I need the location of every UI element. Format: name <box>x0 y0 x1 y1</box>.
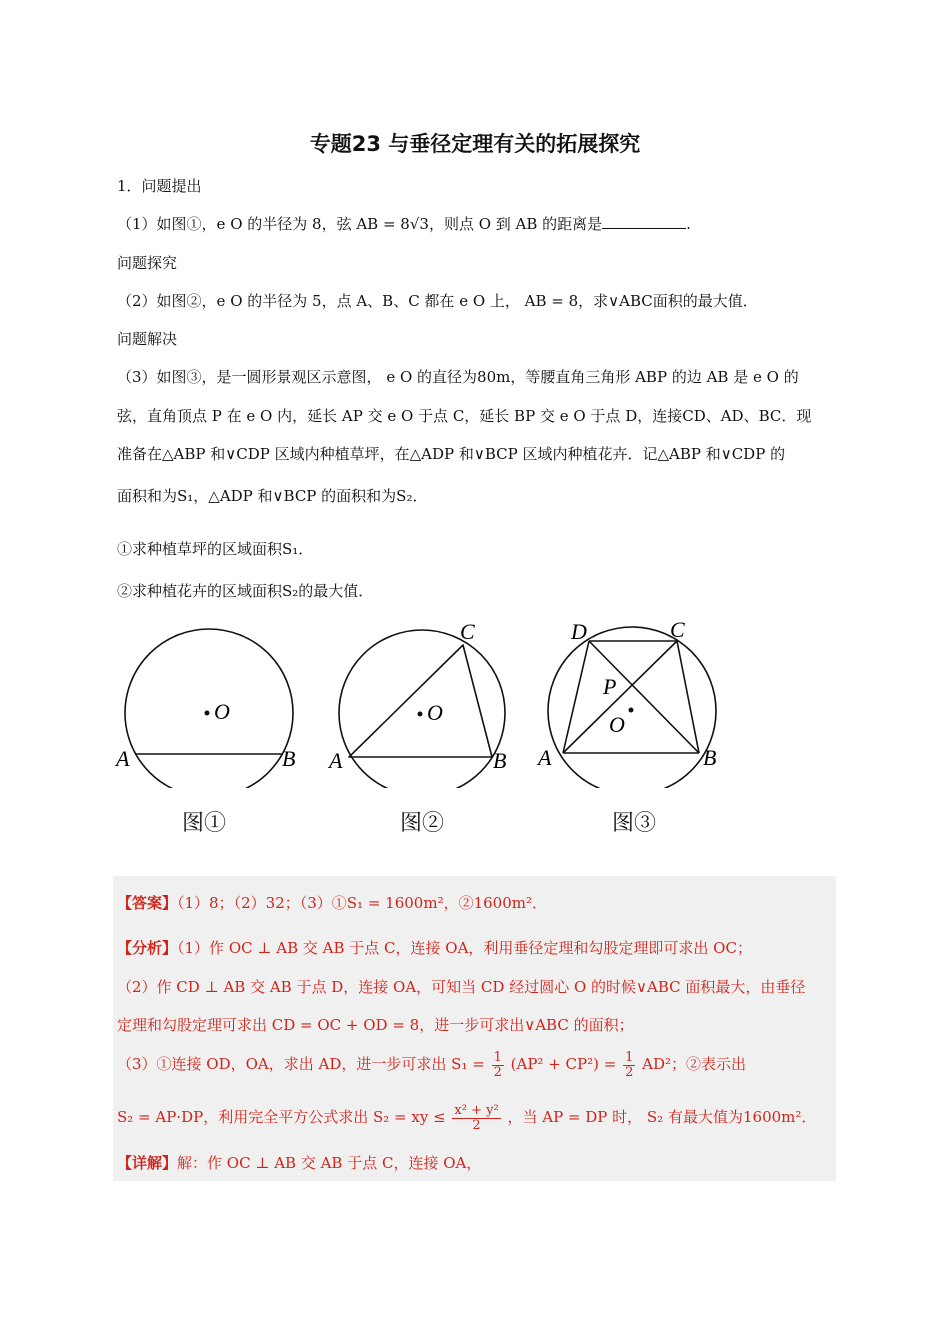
label-c: C <box>670 618 685 642</box>
figure-2-caption: 图② <box>400 811 445 836</box>
figure-3 <box>535 618 745 792</box>
detail-text: 解：作 OC ⊥ AB 交 AB 于点 C，连接 OA， <box>177 1154 482 1172</box>
label-b: B <box>282 746 296 771</box>
analysis-3b-post: ，当 AP = DP 时， S₂ 有最大值为1600m²． <box>507 1108 817 1126</box>
figure-2 <box>325 618 525 792</box>
figure-3-diagram <box>535 618 745 788</box>
figure-1 <box>110 618 310 792</box>
q1-part1 <box>117 213 837 235</box>
q3-line3: 准备在△ABP 和∨CDP 区域内种植草坪，在△ADP 和∨BCP 区域内种植花卉．记△ABP 和∨CDP 的 <box>117 445 786 463</box>
analysis-3a-mid: (AP² + CP²) = <box>510 1055 617 1073</box>
fraction-half-2-num: 1 <box>625 1049 634 1065</box>
triangle-abc <box>349 645 492 757</box>
fraction-half-den: 2 <box>493 1064 502 1080</box>
analysis-text-1: （1）作 OC ⊥ AB 交 AB 于点 C，连接 OA，利用垂径定理和勾股定理即可求出 OC； <box>177 939 752 957</box>
fraction-half-num: 1 <box>493 1049 502 1065</box>
page-title: 专题23 与垂径定理有关的拓展探究 <box>309 132 641 156</box>
analysis-3b-pre: S₂ = AP·DP，利用完全平方公式求出 S₂ = xy ≤ <box>117 1108 446 1126</box>
analysis-line-2a: （2）作 CD ⊥ AB 交 AB 于点 D，连接 OA，可知当 CD 经过圆心 O 的时候∨ABC 面积最大，由垂径 <box>117 978 806 996</box>
label-b: B <box>703 745 717 770</box>
figure-3-caption: 图③ <box>612 811 657 836</box>
q3-line4: 面积和为S₁，△ADP 和∨BCP 的面积和为S₂． <box>117 487 428 505</box>
label-o: O <box>427 700 443 725</box>
answer-tag: 【答案】 <box>117 894 178 912</box>
analysis-line-3b <box>117 1102 833 1133</box>
answer-text: （1）8；（2）32；（3）①S₁ = 1600m²，②1600m²． <box>177 894 547 912</box>
figure-2-diagram <box>325 618 525 788</box>
label-d: D <box>571 619 587 644</box>
figure-1-diagram <box>110 618 310 788</box>
fraction-half-2 <box>623 1051 635 1080</box>
fraction-xy-den: 2 <box>472 1117 481 1133</box>
answer-blank <box>602 214 686 229</box>
fraction-half <box>492 1051 504 1080</box>
segment-bc <box>677 641 699 753</box>
label-c: C <box>460 619 475 644</box>
figure-1-caption: 图① <box>182 811 227 836</box>
circle-o <box>125 629 296 788</box>
label-a: A <box>329 748 343 773</box>
label-a: A <box>116 746 130 771</box>
center-dot <box>629 708 634 713</box>
analysis-tag: 【分析】 <box>117 939 178 957</box>
q3-sub1: ①求种植草坪的区域面积S₁． <box>117 540 314 558</box>
label-o: O <box>214 699 230 724</box>
fraction-half-2-den: 2 <box>625 1064 634 1080</box>
label-p: P <box>603 674 617 699</box>
analysis-3a-post: AD²；②表示出 <box>642 1055 747 1073</box>
answer-line <box>117 892 833 914</box>
fraction-xy <box>452 1104 500 1133</box>
q3-sub2: ②求种植花卉的区域面积S₂的最大值． <box>117 582 374 600</box>
q1-part1-b: e O 的半径为 8，弦 AB = 8√3，则点 O 到 AB 的距离是 <box>216 215 603 233</box>
q1-part1-a: （1）如图①， <box>117 215 217 233</box>
fraction-xy-num: x² + y² <box>454 1102 499 1118</box>
label-a: A <box>538 745 552 770</box>
analysis-line-1 <box>117 937 833 959</box>
analysis-3a-pre: （3）①连接 OD，OA，求出 AD，进一步可求出 S₁ = <box>117 1055 485 1073</box>
q3-line2: 弦，直角顶点 P 在 e O 内，延长 AP 交 e O 于点 C，延长 BP 交 e O 于点 D，连接CD、AD、BC．现 <box>117 407 812 425</box>
q1-label: 1．问题提出 <box>117 177 202 195</box>
analysis-line-2b: 定理和勾股定理可求出 CD = OC + OD = 8，进一步可求出∨ABC 的面积； <box>117 1016 634 1034</box>
label-b: B <box>493 748 507 773</box>
label-o: O <box>609 712 625 737</box>
detail-tag: 【详解】 <box>117 1154 178 1172</box>
q3-line1: （3）如图③，是一圆形景观区示意图， e O 的直径为80m，等腰直角三角形 ABP 的边 AB 是 e O 的 <box>117 368 799 386</box>
center-dot <box>205 711 210 716</box>
center-dot <box>418 712 423 717</box>
q1-part1-end: . <box>686 215 691 233</box>
detail-line <box>117 1152 833 1174</box>
q2-text: （2）如图②，e O 的半径为 5，点 A、B、C 都在 e O 上， AB = 8，求∨ABC面积的最大值． <box>117 292 758 310</box>
solve-label: 问题解决 <box>117 330 178 348</box>
explore-label: 问题探究 <box>117 254 178 272</box>
analysis-line-3a <box>117 1050 833 1080</box>
